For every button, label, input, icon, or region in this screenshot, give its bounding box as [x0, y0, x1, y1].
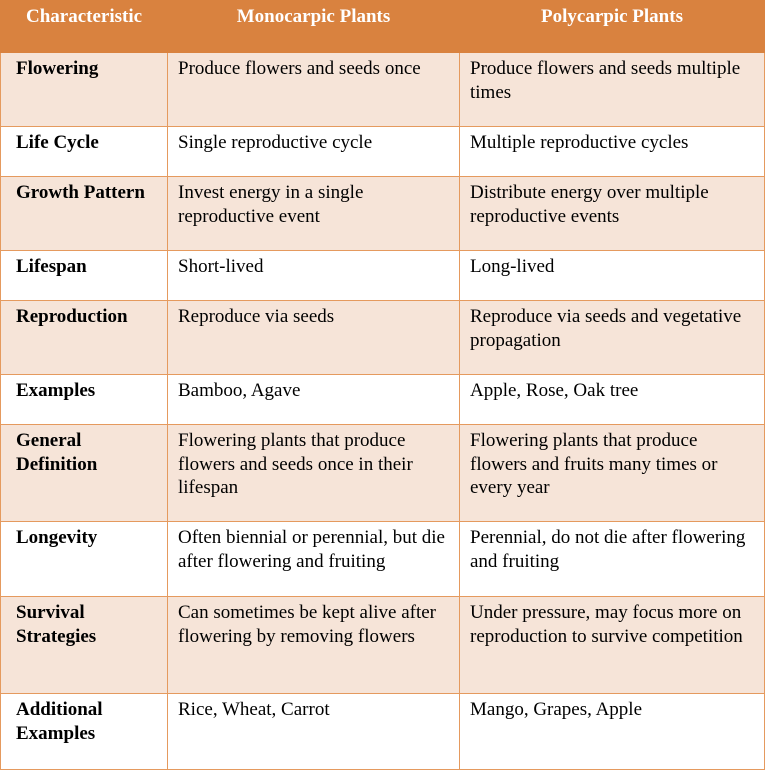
monocarpic-cell: Flowering plants that produce flowers and seeds once in their lifespan [168, 425, 460, 522]
header-polycarpic: Polycarpic Plants [460, 1, 765, 53]
header-monocarpic: Monocarpic Plants [168, 1, 460, 53]
polycarpic-cell: Produce flowers and seeds multiple times [460, 53, 765, 127]
row-characteristic: Flowering [1, 53, 168, 127]
table-row [1, 522, 765, 597]
table-row [1, 694, 765, 770]
row-characteristic: Examples [1, 375, 168, 425]
table-row [1, 251, 765, 301]
table-row [1, 301, 765, 375]
polycarpic-cell: Apple, Rose, Oak tree [460, 375, 765, 425]
polycarpic-cell: Multiple reproductive cycles [460, 127, 765, 177]
monocarpic-cell: Produce flowers and seeds once [168, 53, 460, 127]
table-body [1, 53, 765, 770]
monocarpic-cell: Rice, Wheat, Carrot [168, 694, 460, 770]
row-characteristic: Additional Examples [1, 694, 168, 770]
row-characteristic: Lifespan [1, 251, 168, 301]
polycarpic-cell: Distribute energy over multiple reproductive events [460, 177, 765, 251]
header-characteristic: Characteristic [1, 1, 168, 53]
row-characteristic: Growth Pattern [1, 177, 168, 251]
row-characteristic: General Definition [1, 425, 168, 522]
table-row [1, 53, 765, 127]
table-row [1, 375, 765, 425]
monocarpic-cell: Bamboo, Agave [168, 375, 460, 425]
header-row [1, 1, 765, 53]
monocarpic-cell: Often biennial or perennial, but die after flowering and fruiting [168, 522, 460, 597]
table-header [1, 1, 765, 53]
table-row [1, 597, 765, 694]
monocarpic-cell: Single reproductive cycle [168, 127, 460, 177]
polycarpic-cell: Reproduce via seeds and vegetative propagation [460, 301, 765, 375]
table-row [1, 127, 765, 177]
monocarpic-cell: Can sometimes be kept alive after flowering by removing flowers [168, 597, 460, 694]
row-characteristic: Reproduction [1, 301, 168, 375]
table-row [1, 425, 765, 522]
polycarpic-cell: Mango, Grapes, Apple [460, 694, 765, 770]
row-characteristic: Survival Strategies [1, 597, 168, 694]
polycarpic-cell: Under pressure, may focus more on reproduction to survive competition [460, 597, 765, 694]
polycarpic-cell: Flowering plants that produce flowers and fruits many times or every year [460, 425, 765, 522]
polycarpic-cell: Long-lived [460, 251, 765, 301]
polycarpic-cell: Perennial, do not die after flowering and fruiting [460, 522, 765, 597]
row-characteristic: Life Cycle [1, 127, 168, 177]
row-characteristic: Longevity [1, 522, 168, 597]
monocarpic-cell: Reproduce via seeds [168, 301, 460, 375]
table-row [1, 177, 765, 251]
monocarpic-cell: Invest energy in a single reproductive event [168, 177, 460, 251]
monocarpic-cell: Short-lived [168, 251, 460, 301]
